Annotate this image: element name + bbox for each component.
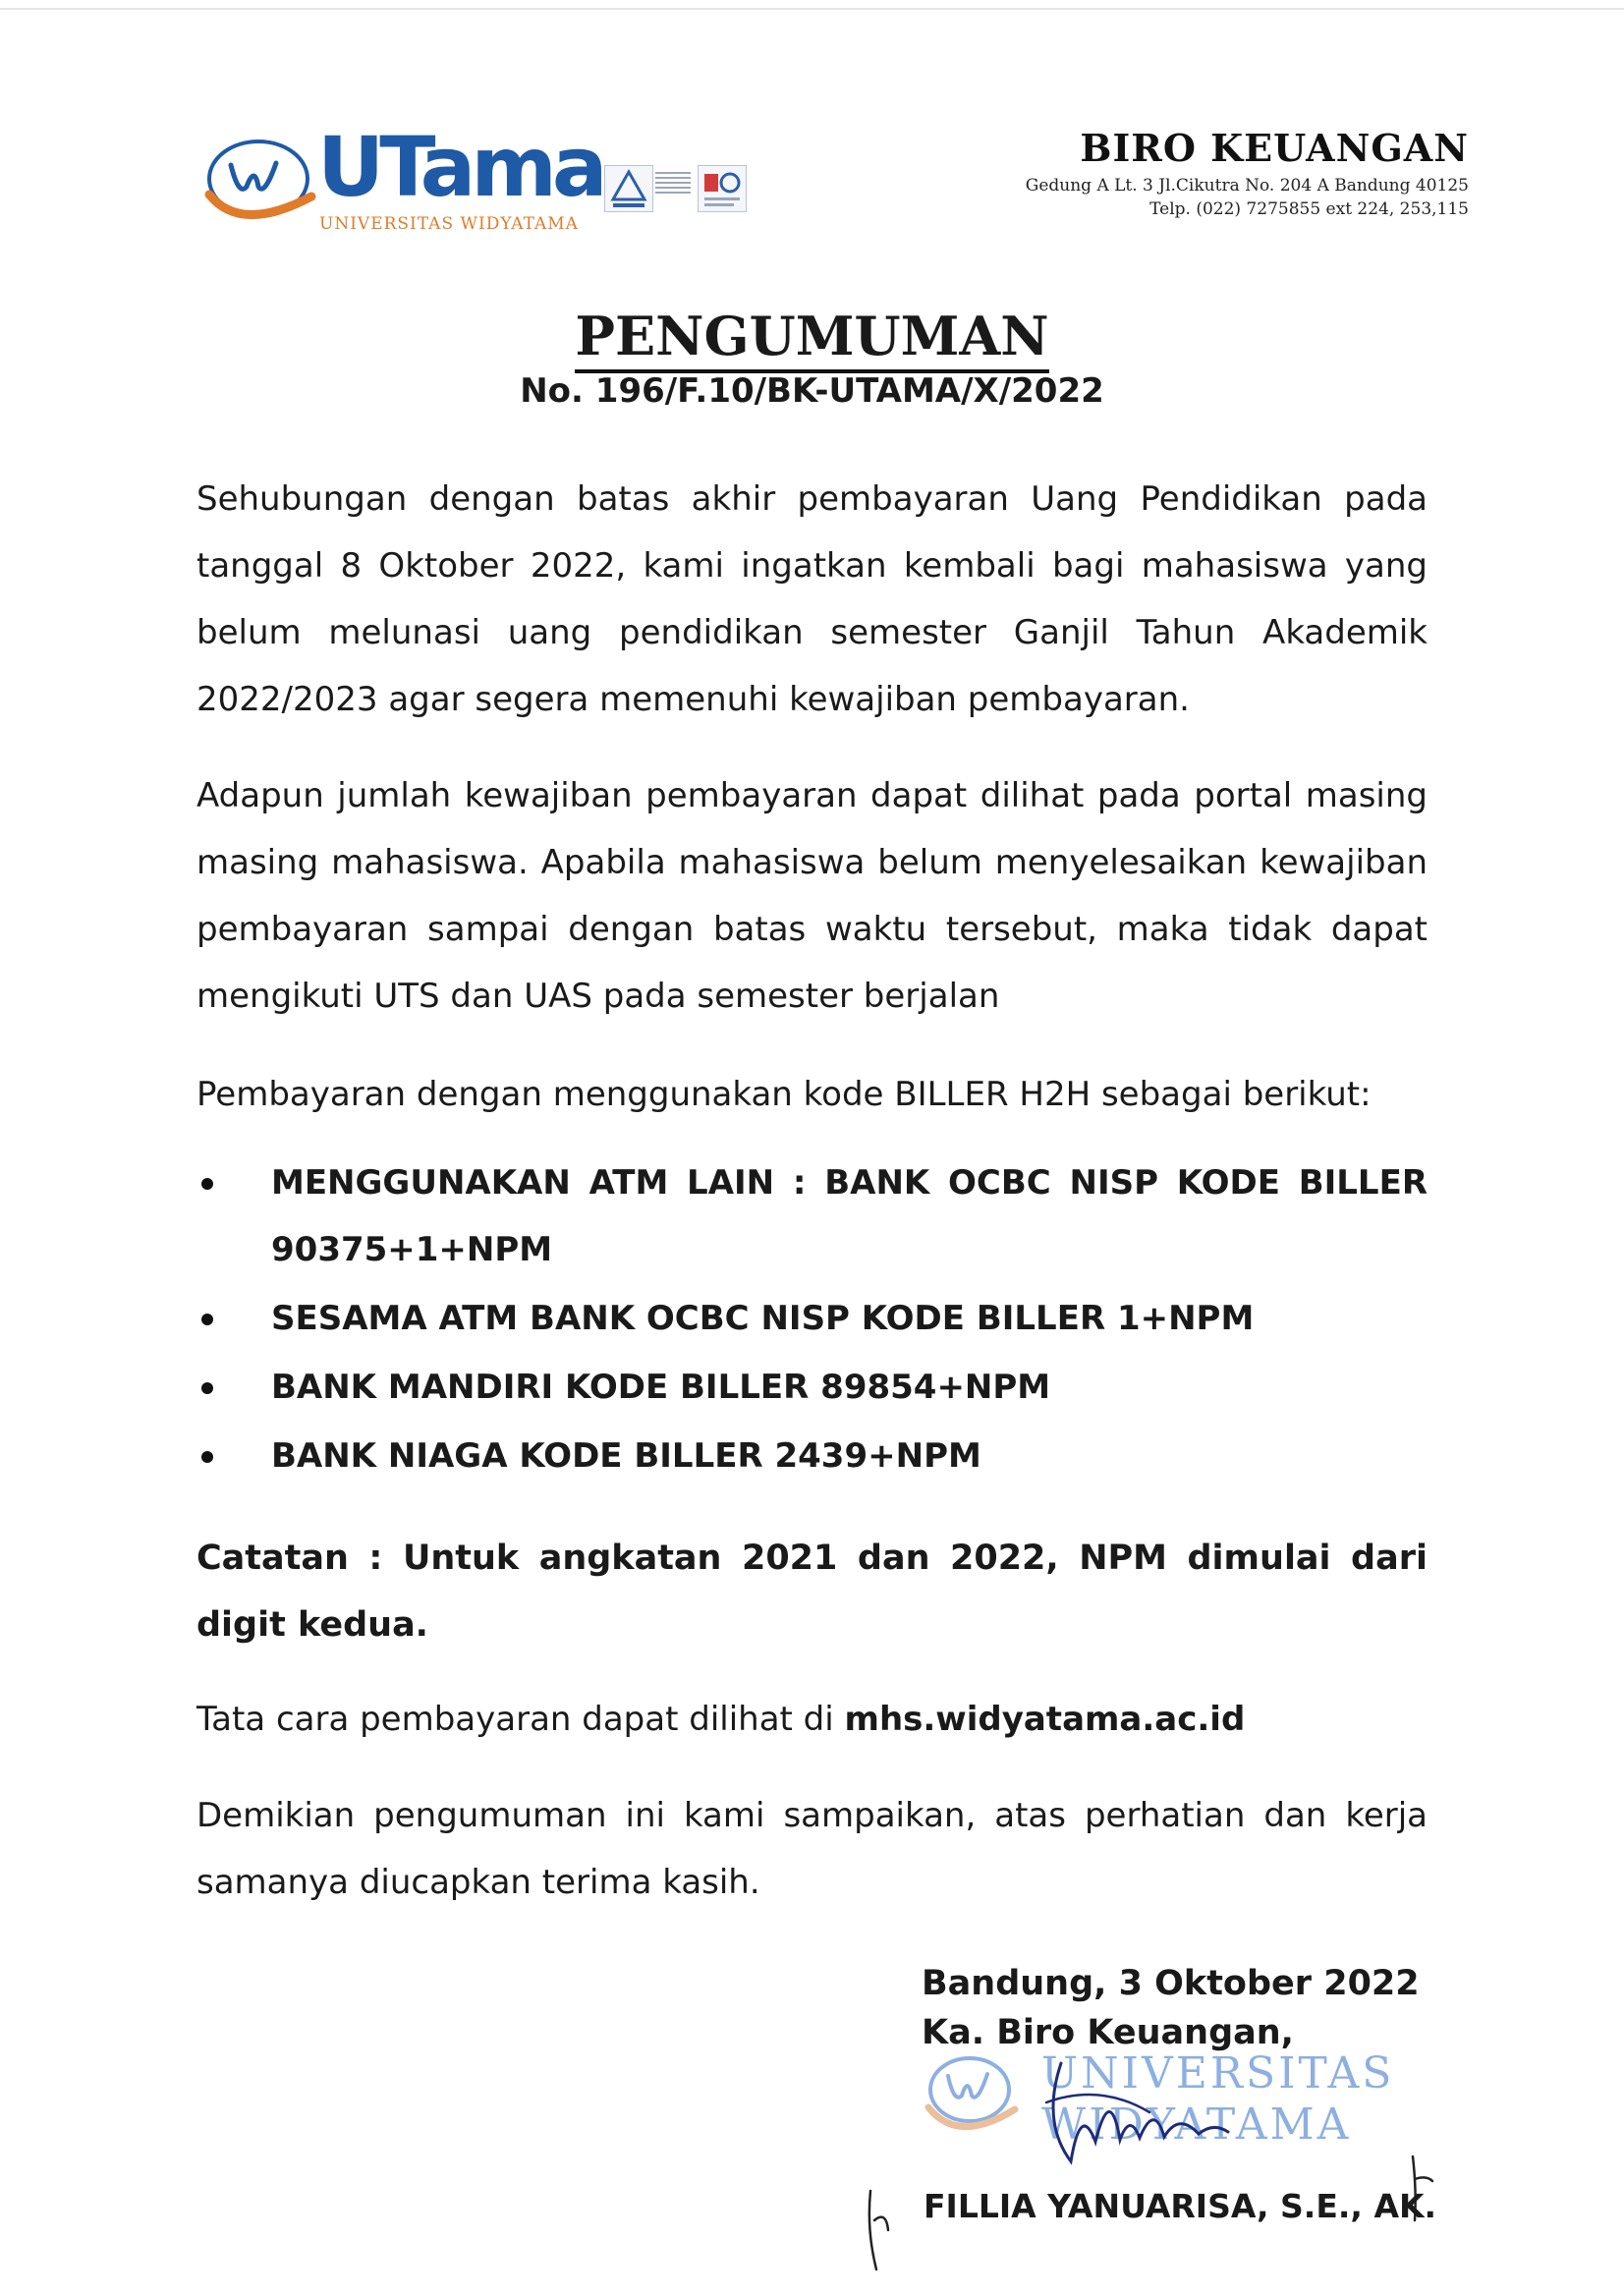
org-phone: Telp. (022) 7275855 ext 224, 253,115 — [1149, 199, 1469, 219]
payment-guide-link[interactable]: mhs.widyatama.ac.id — [844, 1700, 1246, 1739]
signature-place-date: Bandung, 3 Oktober 2022 — [922, 1964, 1420, 2003]
logo-subtitle: UNIVERSITAS WIDYATAMA — [319, 214, 579, 234]
list-item: BANK NIAGA KODE BILLER 2439+NPM — [196, 1423, 1428, 1489]
university-logo — [201, 119, 752, 244]
payment-guide-text: Tata cara pembayaran dapat dilihat di — [196, 1700, 845, 1739]
signature-block — [922, 1959, 1420, 2057]
accreditation-badge-icon — [698, 165, 747, 212]
widyatama-emblem-icon — [201, 136, 319, 234]
handwritten-signature-icon — [1002, 2044, 1248, 2191]
signature-position: Ka. Biro Keuangan, — [922, 2013, 1294, 2052]
document-title-text: PENGUMUMAN — [575, 305, 1048, 373]
org-name: BIRO KEUANGAN — [1080, 126, 1469, 170]
letterhead-org — [1026, 126, 1469, 219]
note-npm-digit: Catatan : Untuk angkatan 2021 dan 2022, NPM dimulai dari digit kedua. — [196, 1539, 1428, 1645]
logo-wordmark: UTama — [317, 119, 603, 215]
initial-mark-left-icon — [863, 2181, 902, 2279]
certification-badge-icon — [604, 165, 653, 212]
payment-guide-line — [196, 1686, 1428, 1753]
signer-name: FILLIA YANUARISA, S.E., AK. — [924, 2187, 1437, 2225]
document-title — [0, 305, 1624, 367]
document-number: No. 196/F.10/BK-UTAMA/X/2022 — [520, 371, 1104, 411]
paragraph-payment-deadline: Sehubungan dengan batas akhir pembayaran Uang Pendidikan pada tanggal 8 Oktober 2022, kami ingatkan kembali bagi mahasiswa yang belum melunasi uang pendidikan semester Ganjil Tahun Akademik 2022/2023 agar segera memenuhi kewajiban pembayaran. — [196, 479, 1428, 719]
paragraph-payment-obligation: Adapun jumlah kewajiban pembayaran dapat dilihat pada portal masing masing mahasiswa. Apabila mahasiswa belum menyelesaikan kewajiban pembayaran sampai dengan batas waktu tersebut, maka tidak dapat mengikuti UTS dan UAS pada semester berjalan — [196, 776, 1428, 1016]
certification-text-icon — [655, 169, 691, 196]
biller-code-list — [196, 1149, 1428, 1491]
paragraph-biller-intro: Pembayaran dengan menggunakan kode BILLER H2H sebagai berikut: — [196, 1075, 1372, 1114]
org-address: Gedung A Lt. 3 Jl.Cikutra No. 204 A Bandung 40125 — [1025, 176, 1469, 196]
stamp-line-2: WIDYATAMA — [1041, 2100, 1352, 2150]
scan-top-edge — [0, 8, 1624, 10]
list-item: SESAMA ATM BANK OCBC NISP KODE BILLER 1+NPM — [196, 1285, 1428, 1352]
list-item: BANK MANDIRI KODE BILLER 89854+NPM — [196, 1354, 1428, 1421]
list-item: MENGGUNAKAN ATM LAIN : BANK OCBC NISP KODE BILLER 90375+1+NPM — [196, 1149, 1428, 1283]
stamp-line-1: UNIVERSITAS — [1041, 2048, 1395, 2099]
closing-paragraph: Demikian pengumuman ini kami sampaikan, atas perhatian dan kerja samanya diucapkan terima kasih. — [196, 1796, 1428, 1902]
